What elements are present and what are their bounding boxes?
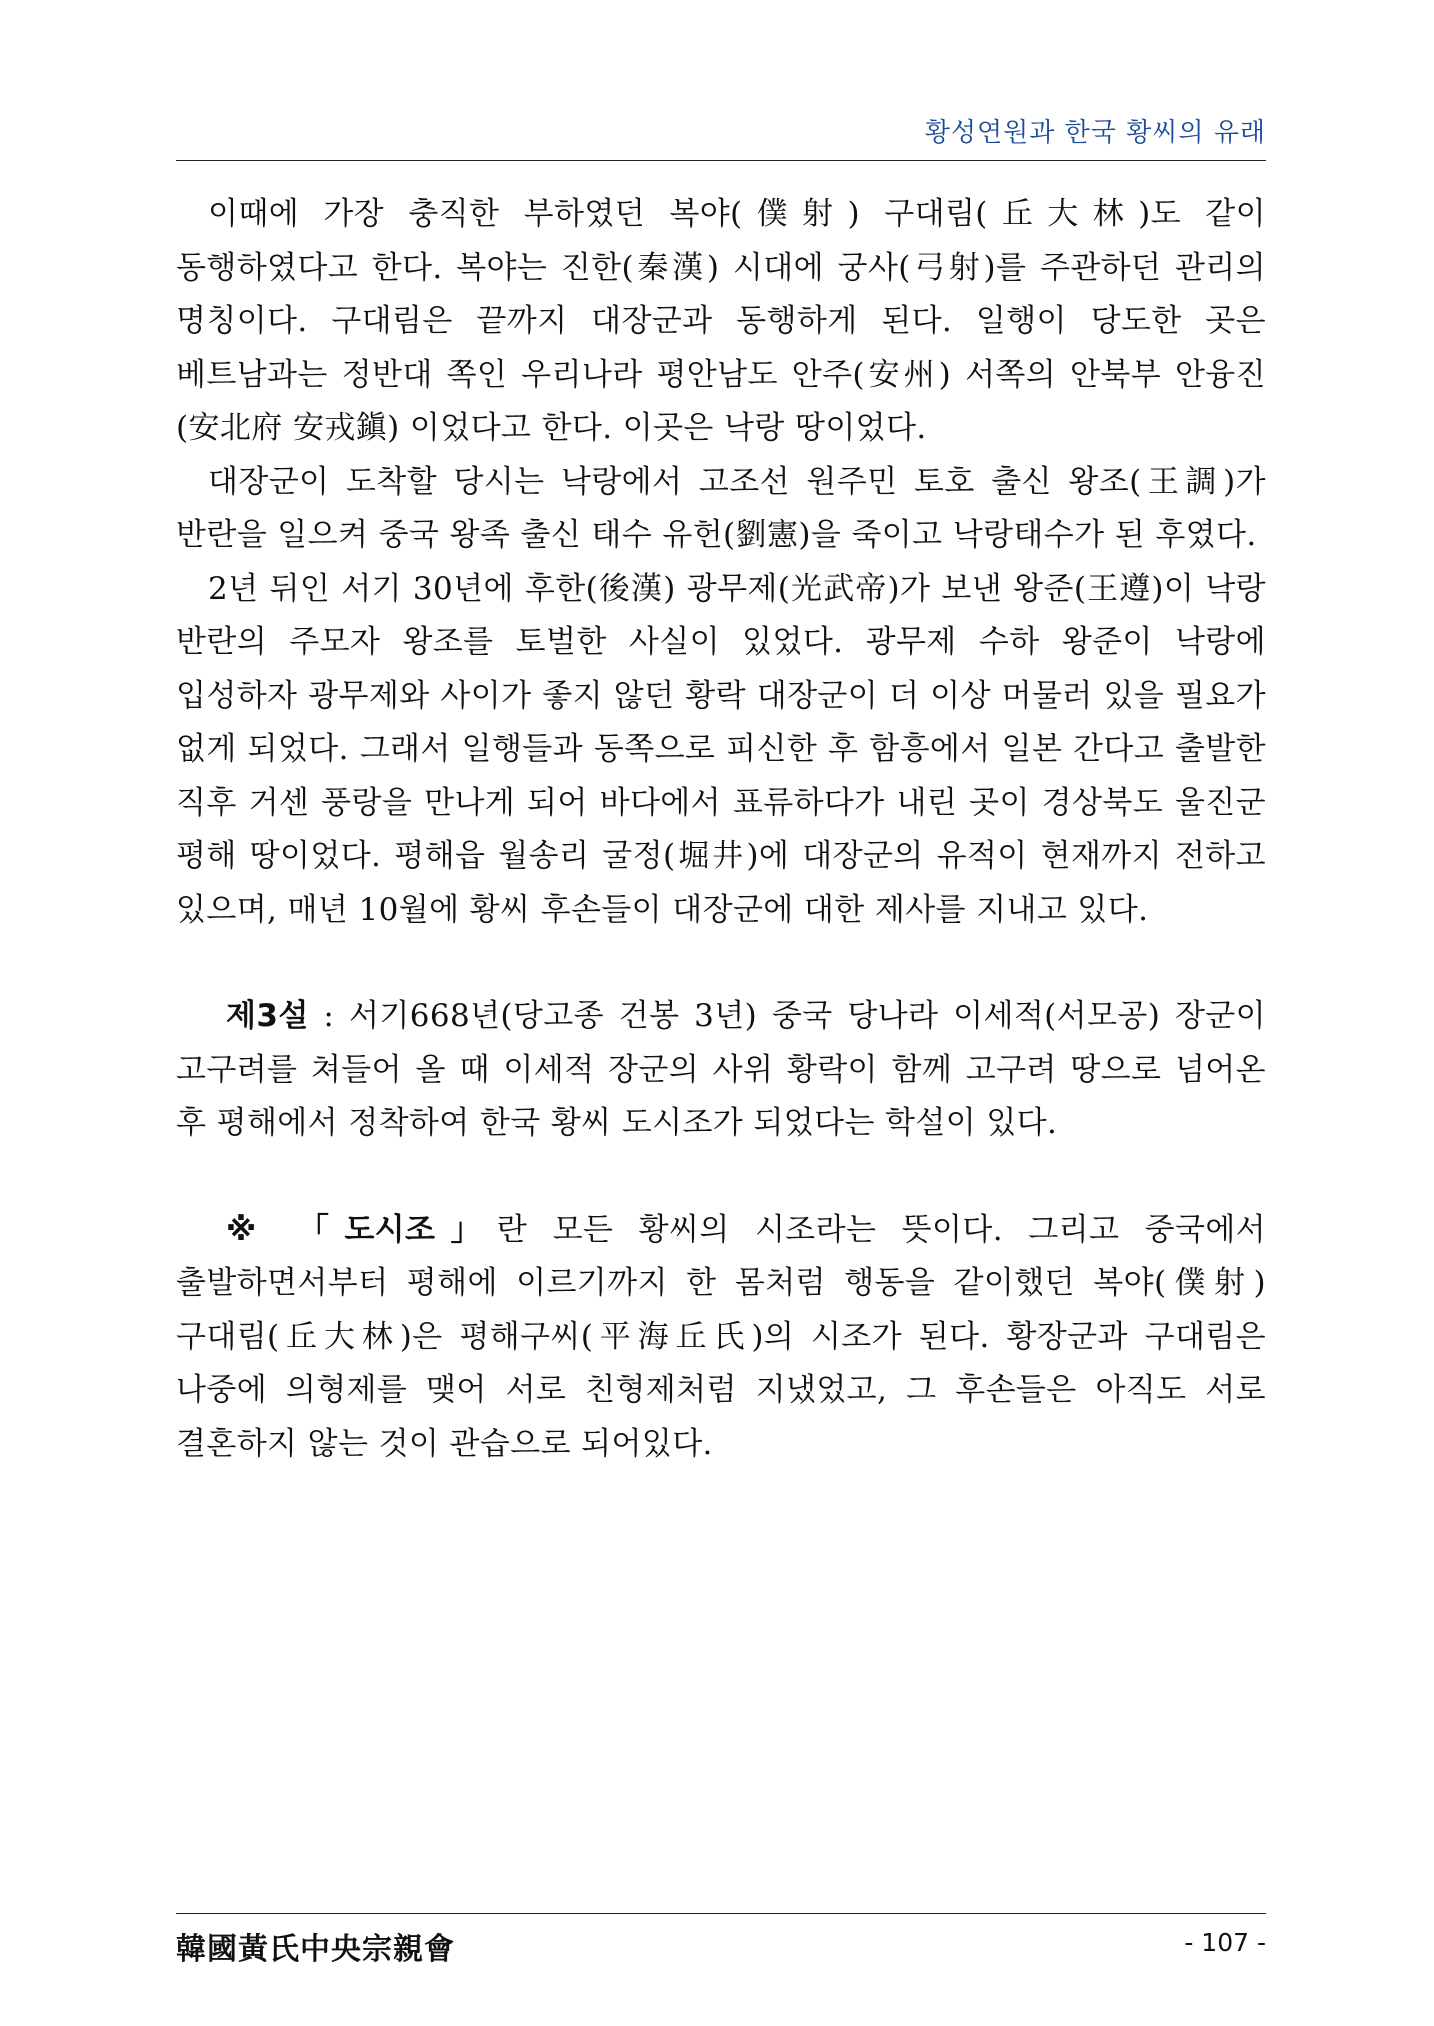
theory-3-paragraph (176, 990, 1266, 1151)
running-header-title: 황성연원과 한국 황씨의 유래 (924, 118, 1266, 148)
footer-divider (176, 1913, 1266, 1914)
header-divider (176, 160, 1266, 161)
page-number: - 107 - (1184, 1928, 1266, 1957)
spacer (176, 1151, 1266, 1204)
spacer (176, 937, 1266, 990)
paragraph-1: 이때에 가장 충직한 부하였던 복야(僕射) 구대림(丘大林)도 같이 동행하였다고 한다. 복야는 진한(秦漢) 시대에 궁사(弓射)를 주관하던 관리의 명칭이다. 구대림은 끝까지 대장군과 동행하게 된다. 일행이 당도한 곳은 베트남과는 정반대 쪽인 우리나라 평안남도 안주(安州) 서쪽의 안북부 안융진(安北府 安戎鎭) 이었다고 한다. 이곳은 낙랑 땅이었다. (176, 196, 1266, 446)
note-text: 란 모든 황씨의 시조라는 뜻이다. 그리고 중국에서 출발하면서부터 평해에 이르기까지 한 몸처럼 행동을 같이했던 복야(僕射) 구대림(丘大林)은 평해구씨(平海丘氏)의 시조가 된다. 황장군과 구대림은 나중에 의형제를 맺어 서로 친형제처럼 지냈었고, 그 후손들은 아직도 서로 결혼하지 않는 것이 관습으로 되어있다. (176, 1211, 1267, 1462)
note-paragraph (176, 1204, 1266, 1472)
theory-3-label: 제3설 (226, 998, 309, 1034)
page-body (176, 188, 1266, 1471)
paragraph-3: 2년 뒤인 서기 30년에 후한(後漢) 광무제(光武帝)가 보낸 왕준(王遵)이 낙랑 반란의 주모자 왕조를 토벌한 사실이 있었다. 광무제 수하 왕준이 낙랑에 입성하자 광무제와 사이가 좋지 않던 황락 대장군이 더 이상 머물러 있을 필요가 없게 되었다. 그래서 일행들과 동쪽으로 피신한 후 함흥에서 일본 간다고 출발한 직후 거센 풍랑을 만나게 되어 바다에서 표류하다가 내린 곳이 경상북도 울진군 평해 땅이었다. 평해읍 월송리 굴정(堀井)에 대장군의 유적이 현재까지 전하고 있으며, 매년 10월에 황씨 후손들이 대장군에 대한 제사를 지내고 있다. (176, 570, 1266, 928)
paragraph-2: 대장군이 도착할 당시는 낙랑에서 고조선 원주민 토호 출신 왕조(王調)가 반란을 일으켜 중국 왕족 출신 태수 유헌(劉憲)을 죽이고 낙랑태수가 된 후였다. (176, 463, 1266, 553)
note-mark: ※ (226, 1211, 298, 1248)
theory-3-text: : 서기668년(당고종 건봉 3년) 중국 당나라 이세적(서모공) 장군이 고구려를 쳐들어 올 때 이세적 장군의 사위 황락이 함께 고구려 땅으로 넘어온 후 평해에서 정착하여 한국 황씨 도시조가 되었다는 학설이 있다. (176, 998, 1266, 1141)
footer-organization-name: 韓國黃氏中央宗親會 (176, 1932, 455, 1967)
note-term-label: 「도시조」 (297, 1211, 497, 1248)
